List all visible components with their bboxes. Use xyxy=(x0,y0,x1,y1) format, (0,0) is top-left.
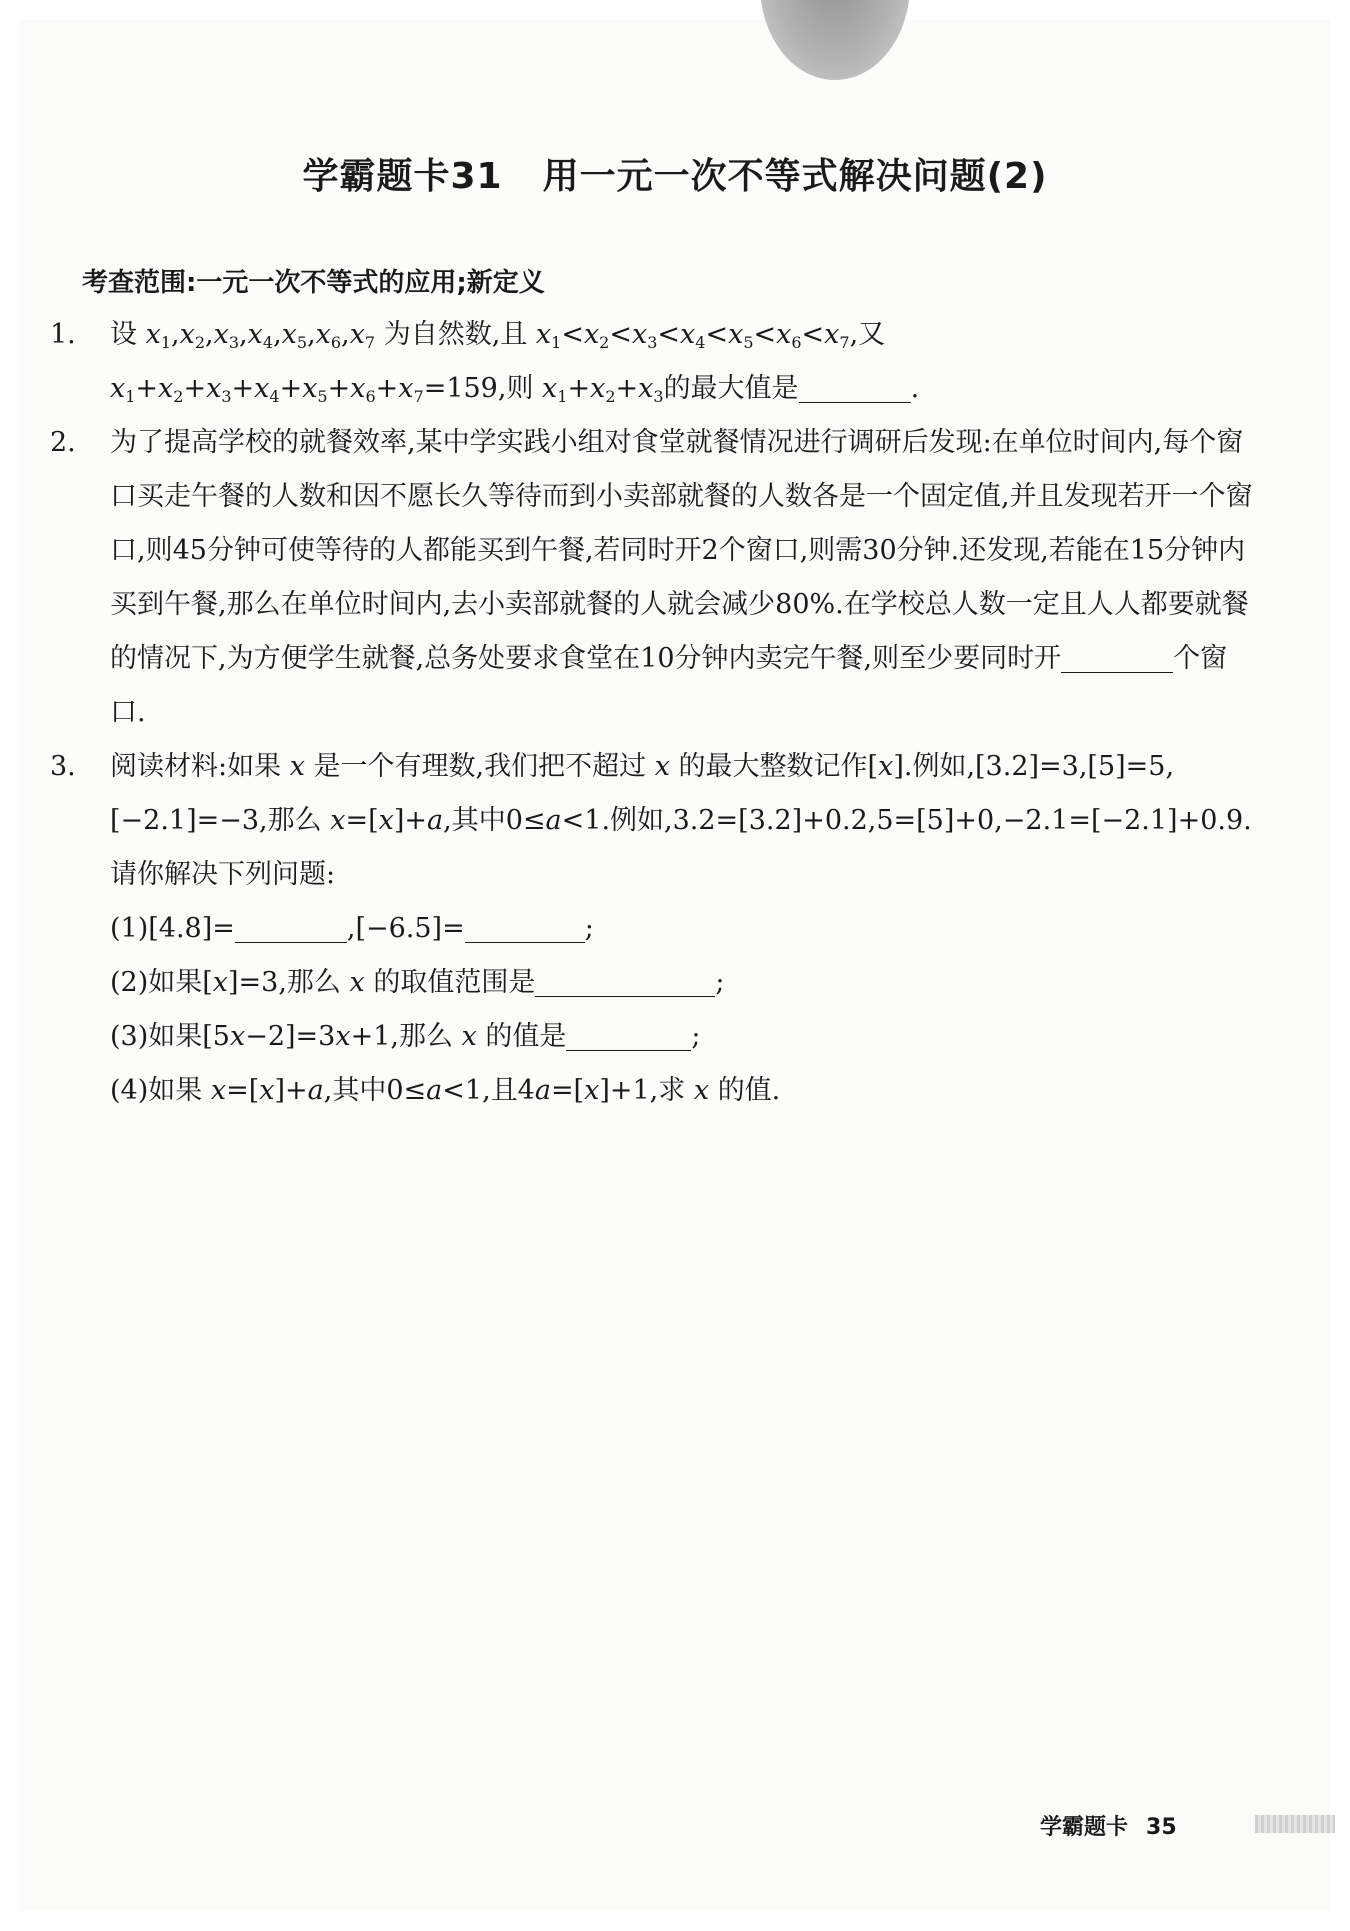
page-number: 35 xyxy=(1146,1815,1177,1840)
question-3-prompt: 请你解决下列问题: xyxy=(110,859,336,890)
page-title xyxy=(0,148,1350,199)
question-3-part-4: (4)如果 x=[x]+a,其中0≤a<1,且4a=[x]+1,求 x 的值. xyxy=(110,1075,781,1106)
question-3: 3. 阅读材料:如果 x 是一个有理数,我们把不超过 x 的最大整数记作[x].例如,[3.2]=3,[5]=5,[−2.1]=−3,那么 x=[x]+a,其中0≤a<1.例如,3.2=[3.2]+0.2,5=[5]+0,−2.1=[−2.1]+0.9. xyxy=(50,751,1252,836)
topic-title: 用一元一次不等式解决问题(2) xyxy=(542,156,1048,197)
answer-blank-3-3[interactable] xyxy=(566,1020,691,1051)
answer-blank-3-1b[interactable] xyxy=(465,912,585,943)
answer-blank-3-2[interactable] xyxy=(535,966,715,997)
answer-blank-3-1a[interactable] xyxy=(235,912,347,943)
binding-hole-mark xyxy=(760,0,910,80)
question-3-part-3: (3)如果[5x−2]=3x+1,那么 x 的值是 ; xyxy=(110,1021,701,1052)
footer-label: 学霸题卡 xyxy=(1040,1815,1129,1840)
page-footer xyxy=(1040,1810,1177,1841)
answer-blank-q2[interactable] xyxy=(1061,642,1173,673)
footer-decoration xyxy=(1255,1815,1335,1833)
card-label: 学霸题卡31 xyxy=(302,156,503,197)
question-2: 2. 为了提高学校的就餐效率,某中学实践小组对食堂就餐情况进行调研后发现:在单位时间内,每个窗口买走午餐的人数和因不愿长久等待而到小卖部就餐的人数各是一个固定值,并且发现若开一个窗口,则45分钟可使等待的人都能买到午餐,若同时开2个窗口,则需30分钟.还发现,若能在15分钟内买到午餐,那么在单位时间内,去小卖部就餐的人就会减少80%.在学校总人数一定且人人都要就餐的情况下,为方便学生就餐,总务处要求食堂在10分钟内卖完午餐,则至少要同时开 个窗口. xyxy=(50,427,1253,728)
scope-line: 考查范围:一元一次不等式的应用;新定义 xyxy=(82,268,545,298)
question-3-part-1: (1)[4.8]= ,[−6.5]= ; xyxy=(110,913,594,944)
question-1: 1. 设 $x_1,x_2,x_3,x_4,x_5,x_6,x_7$ 为自然数,且 $x_1<x_2<x_3<x_4<x_5<x_6<x_7$,又 $x_1+x_2+x_3+x_4+x_5+x_6+x_7=159$,则 $x_1+x_2+x_3$的最大值是 . xyxy=(50,319,920,406)
answer-blank-q1[interactable] xyxy=(799,372,911,403)
question-3-part-2: (2)如果[x]=3,那么 x 的取值范围是 ; xyxy=(110,967,725,998)
question-list xyxy=(50,308,1260,1118)
